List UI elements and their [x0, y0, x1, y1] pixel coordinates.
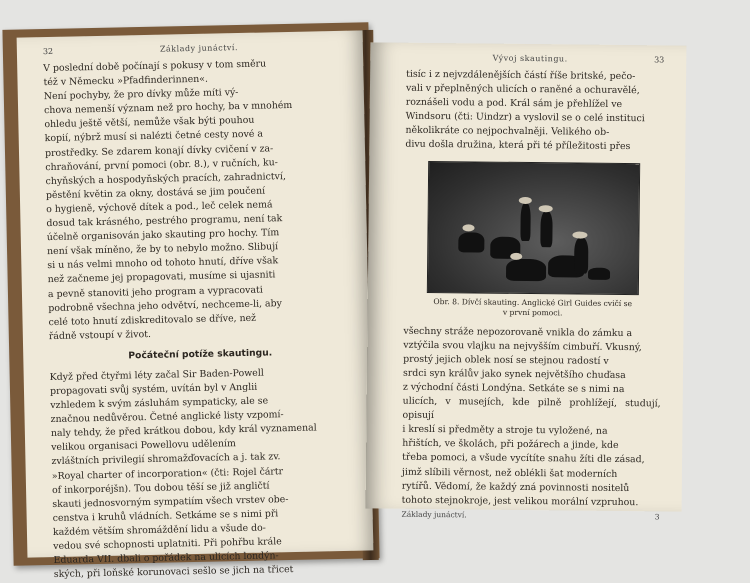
left-text-top	[43, 56, 351, 344]
text-line: hřištích, ve školách, při požárech a jinde, kde	[402, 438, 619, 452]
photo-hat	[510, 252, 522, 259]
text-line: Když před čtyřmi léty začal Sir Baden-Powell	[49, 367, 264, 383]
text-line: prostý jejich oblek nosí se stejnou radostí v	[403, 353, 609, 367]
footer-signature: Základy junáctví.	[401, 509, 467, 520]
photo-hat	[572, 231, 587, 238]
text-line: Windsoru (čti: Uindzr) a vyslovil se o celé instituci	[405, 111, 645, 125]
right-page-header	[406, 53, 664, 65]
text-line: zvláštních privilegií shromažďovacích a j. tak zv.	[51, 451, 281, 468]
text-line: Není pochyby, že pro dívky může míti vý-	[43, 87, 239, 103]
text-line: of inkorporéjšn). Tou dobou těší se již angličtí	[51, 480, 270, 496]
left-running-head: Základy junáctví.	[159, 43, 239, 54]
text-line: »Royal charter of incorporation« (čti: Rojel čártr	[51, 465, 284, 482]
text-line: vedou své schopnosti uplatniti. Při pohřbu krále	[53, 536, 282, 553]
right-text-top	[405, 68, 664, 155]
text-line: velikou organisaci Powellovu udělením	[51, 438, 237, 454]
photo-figure	[574, 237, 588, 273]
text-line: podrobně všechna jeho odvětví, nechceme-li, aby	[48, 297, 282, 314]
text-line: každém větším shromáždění lidu a všude do-	[52, 522, 266, 538]
left-page-header	[43, 41, 345, 56]
text-line: i kreslí si předměty a stroje tu vyložené, na	[402, 423, 608, 438]
text-line: značnou nedůvěrou. Četné anglické listy vzpomí-	[50, 409, 284, 426]
caption-line: Obr. 8. Dívčí skauting. Anglické Girl Guides cvičí se	[433, 296, 633, 308]
text-line: Eduarda VII. dbali o pořádek na ulicích londýn-	[53, 550, 279, 567]
text-line: si u nás velmi mnoho od tohoto hnutí, dříve však	[47, 255, 279, 272]
right-text-bottom	[402, 324, 662, 510]
text-line: dosud tak krásného, pestrého programu, není tak	[46, 213, 283, 230]
text-line: všechny stráže nepozorovaně vnikla do zámku a	[403, 325, 633, 339]
text-line: skauti jednosvorným sympatiím všech vrstev obe-	[52, 493, 289, 510]
text-line: chova nemenší význam než pro hochy, ba v mnohém	[44, 100, 293, 117]
photo-hat	[519, 196, 532, 203]
text-line: chraňování, první pomoci (obr. 8.), v ručních, ku-	[45, 156, 279, 173]
figure-photo	[427, 161, 640, 295]
text-line: vzhledem k svým zásluhám sympaticky, ale se	[50, 395, 269, 412]
right-page	[366, 42, 687, 522]
photo-figure	[588, 267, 610, 279]
photo-figure	[506, 258, 546, 280]
text-line: třeba pomoci, a všude vycítíte snahu žíti dle zásad,	[402, 452, 645, 466]
photo-hat	[462, 224, 474, 231]
text-line: tisíc i z nejvzdálenějších částí říše britské, pečo-	[406, 68, 636, 83]
caption-line: v první pomoci.	[502, 307, 563, 317]
text-line: jimž slíbili věrnost, než oblékli šat moderních	[401, 466, 618, 480]
text-line: roznášeli vodu a pod. Král sám je přehlížel ve	[405, 96, 623, 111]
left-page	[17, 30, 374, 581]
text-line: ohledu ještě větší, nemůže však býti pouhou	[44, 115, 255, 131]
footer-sheet-number: 3	[654, 512, 660, 522]
text-line: censtva i kruhů vládních. Setkáme se s nimi při	[52, 508, 279, 524]
text-line: není však míněno, že by to nebylo možno. Slibují	[46, 241, 279, 258]
text-line: o hygieně, výchově dítek a pod., leč celek nemá	[46, 199, 273, 216]
text-line: V poslední době počínají s pokusy v tom směru	[43, 58, 267, 75]
text-line: než začneme jej propagovati, musíme si ujasniti	[47, 269, 276, 286]
text-line: rytířů. Vědomí, že každý zná povinnosti nositelů	[401, 480, 630, 494]
section-title: Počáteční potíže skautingu.	[128, 347, 273, 362]
photo-figure	[540, 211, 552, 247]
text-line: chyňských a hospodyňských pracích, zahradnictví,	[45, 170, 286, 187]
left-text-bottom	[50, 365, 356, 583]
text-line: několikráte co nejpochvalněji. Velikého ob-	[405, 125, 610, 139]
text-line: propagovati svůj systém, uvítán byl v Anglii	[49, 381, 258, 398]
figure-caption	[404, 296, 662, 319]
text-line: srdci syn králův jako synek největšího chuďasa	[402, 367, 626, 381]
text-line: pěstění květin za okny, dostává se jim poučení	[45, 185, 266, 201]
left-page-number: 32	[42, 46, 54, 57]
text-line: účelně organisován jako skauting pro hochy. Tím	[46, 227, 280, 244]
text-line: prostředky. Se zdarem konají dívky cvičení v za-	[44, 142, 274, 159]
text-line: kopií, nýbrž musí si nalézti četné cesty nové a	[44, 129, 264, 145]
text-line: vali v přeplněných ulicích o raněné a ochuravělé,	[405, 82, 640, 97]
photo-figure	[458, 232, 484, 252]
text-line: celé toto hnutí zdiskreditovalo se dříve, než	[48, 312, 257, 328]
text-line: vztýčila svou vlajku na nejvyšším cimbuří. Vkusný,	[403, 339, 642, 353]
text-line: z východní části Londýna. Setkáte se s nimi na	[402, 381, 625, 395]
right-page-footer	[401, 509, 659, 521]
text-line: ských, při loňské korunovaci sešlo se jich na třicet	[53, 564, 294, 581]
text-line: naly tehdy, že před krátkou dobou, kdy král vyznamenal	[50, 422, 317, 440]
text-line: tohoto stejnokroje, jest velikou morální vzpruhou.	[401, 494, 639, 508]
text-line: též v Německu »Pfadfinderinnen«.	[43, 73, 209, 89]
text-line: divu došla družina, která při té příležitosti přes	[405, 139, 631, 153]
photo-hat	[539, 205, 553, 212]
text-line: ulicích, v musejích, kde pilně prohlížejí, studují, opisují	[402, 395, 661, 422]
right-page-number: 33	[654, 55, 665, 65]
photo-figure	[520, 203, 530, 241]
text-line: řádně vstoupí v život.	[48, 328, 152, 342]
text-line: a pevně stanoviti jeho program a vypracovati	[47, 284, 263, 300]
right-running-head: Vývoj skautingu.	[492, 53, 568, 64]
